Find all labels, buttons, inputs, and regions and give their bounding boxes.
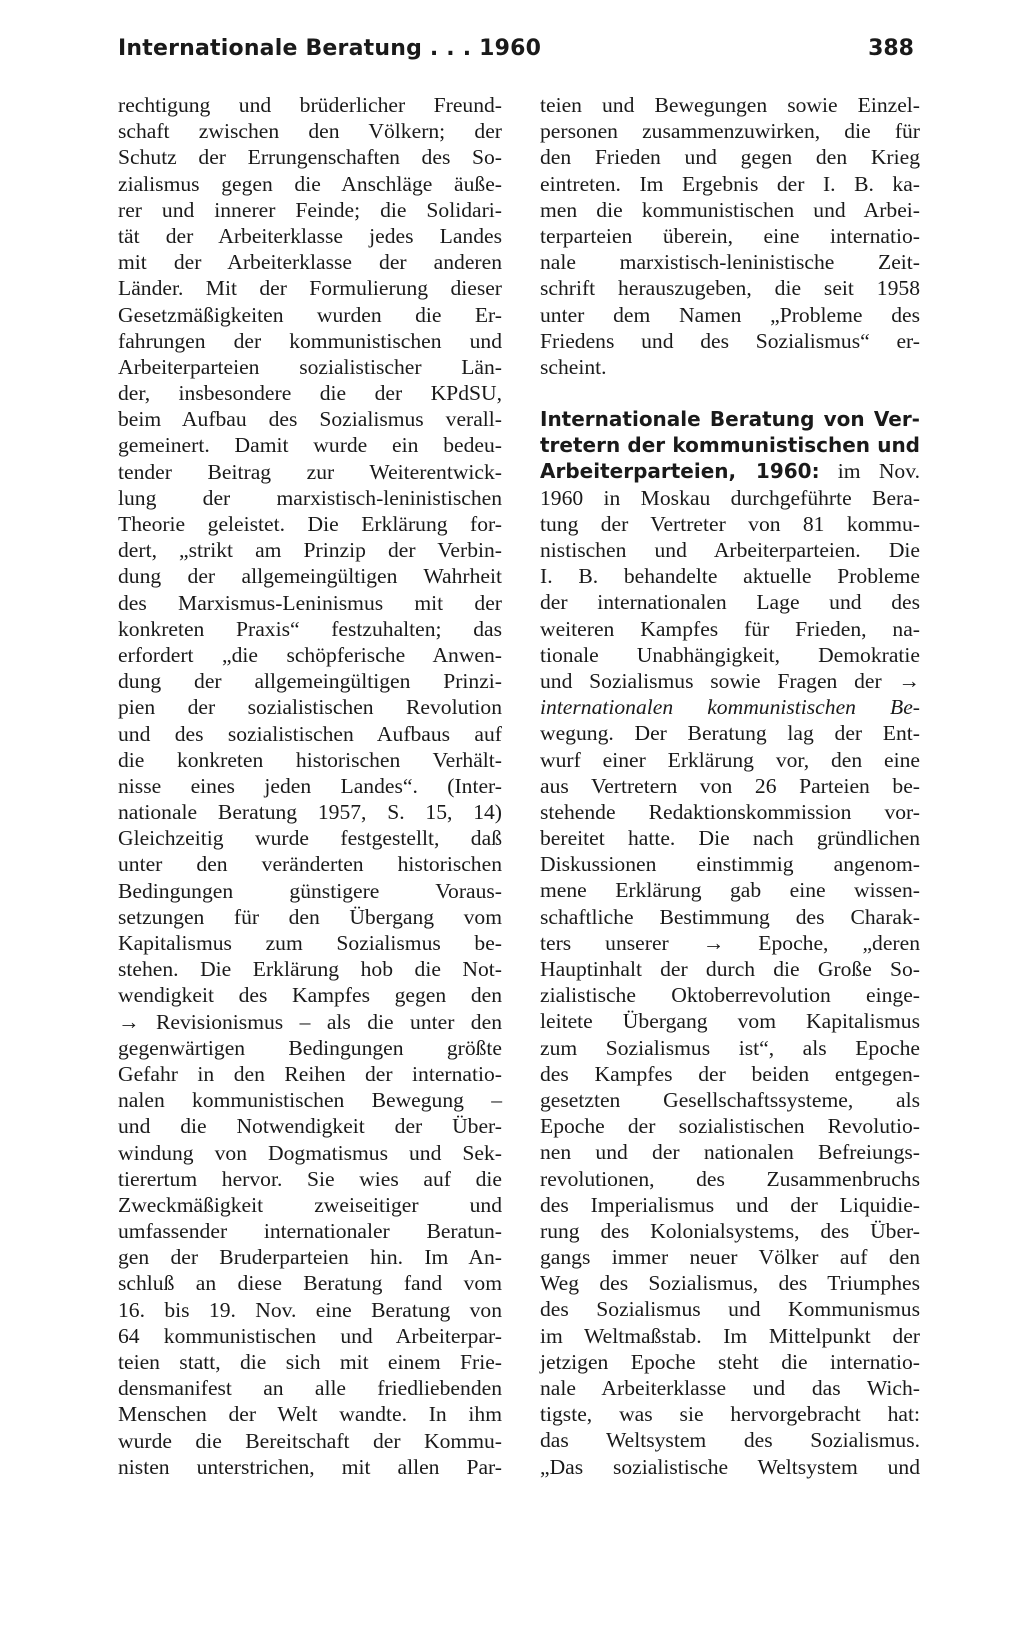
text-line: wendigkeit des Kampfes gegen den bbox=[118, 983, 502, 1008]
entry-heading-continuation: im Nov. bbox=[819, 459, 921, 484]
running-head: Internationale Beratung . . . 1960 bbox=[118, 36, 542, 61]
text-line: Weg des Sozialismus, des Triumphes bbox=[540, 1271, 920, 1296]
text-line: pien der sozialistischen Revolution bbox=[118, 695, 502, 720]
text-line: Hauptinhalt der durch die Große So- bbox=[540, 957, 920, 981]
text-line: wurf einer Erklärung vor, den eine bbox=[540, 747, 920, 772]
text-line: leitete Übergang vom Kapitalismus bbox=[540, 1009, 920, 1034]
text-line: gegenwärtigen Bedingungen größte bbox=[118, 1035, 502, 1060]
text-line: schaft zwischen den Völkern; der bbox=[118, 119, 502, 144]
text-line: schluß an diese Beratung fand vom bbox=[118, 1271, 502, 1296]
text-line: weiteren Kampfes für Frieden, na- bbox=[540, 616, 920, 641]
text-line: des Kampfes der beiden entgegen- bbox=[540, 1061, 920, 1086]
text-line: tung der Vertreter von 81 kommu- bbox=[540, 511, 920, 536]
text-line: gesetzten Gesellschaftssysteme, als bbox=[540, 1087, 920, 1112]
text-line: des Sozialismus und Kommunismus bbox=[540, 1297, 920, 1322]
text-line: wegung. Der Beratung lag der Ent- bbox=[540, 721, 920, 746]
text-line: unter dem Namen „Probleme des bbox=[540, 302, 920, 327]
text-line: stehende Redaktionskommission vor- bbox=[540, 799, 920, 824]
text-line: gangs immer neuer Völker auf den bbox=[540, 1245, 920, 1270]
text-line: und die Notwendigkeit der Über- bbox=[118, 1114, 502, 1139]
text-line: densmanifest an alle friedliebenden bbox=[118, 1376, 502, 1401]
page-number: 388 bbox=[868, 36, 914, 61]
text-line: die konkreten historischen Verhält- bbox=[118, 747, 502, 772]
text-line: Friedens und des Sozialismus“ er- bbox=[540, 328, 920, 353]
text-line-cross-reference: → Revisionismus – als die unter den bbox=[118, 1009, 502, 1034]
text-line: Menschen der Welt wandte. In ihm bbox=[118, 1402, 502, 1427]
text-line: dert, „strikt am Prinzip der Verbin- bbox=[118, 538, 502, 563]
text-line: mit der Arbeiterklasse der anderen bbox=[118, 250, 502, 275]
text-line: lung der marxistisch-leninistischen bbox=[118, 485, 502, 510]
text-line: beim Aufbau des Sozialismus verall- bbox=[118, 407, 502, 432]
text-line: nen und der nationalen Befreiungs- bbox=[540, 1140, 920, 1165]
text-line: rechtigung und brüderlicher Freund- bbox=[118, 93, 502, 117]
text-line: tender Beitrag zur Weiterentwick- bbox=[118, 459, 502, 484]
text-line: fahrungen der kommunistischen und bbox=[118, 328, 502, 353]
text-line: Bedingungen günstigere Voraus- bbox=[118, 878, 502, 903]
text-line: mene Erklärung gab eine wissen- bbox=[540, 878, 920, 903]
text-line-cross-reference: internationalen kommunistischen Be- bbox=[540, 695, 920, 720]
text-line: Epoche der sozialistischen Revolutio- bbox=[540, 1114, 920, 1139]
text-line: dung der allgemeingültigen Prinzi- bbox=[118, 669, 502, 694]
text-line: men die kommunistischen und Arbei- bbox=[540, 197, 920, 222]
entry-heading-text: Arbeiterparteien, 1960: bbox=[540, 459, 820, 484]
text-line: gen der Bruderparteien hin. Im An- bbox=[118, 1245, 502, 1270]
text-line: Theorie geleistet. Die Erklärung for- bbox=[118, 512, 502, 536]
text-line: I. B. behandelte aktuelle Probleme bbox=[540, 564, 920, 589]
text-line: Schutz der Errungenschaften des So- bbox=[118, 145, 502, 170]
text-line: der internationalen Lage und des bbox=[540, 590, 920, 615]
text-line: den Frieden und gegen den Krieg bbox=[540, 145, 920, 170]
text-line: im Weltmaßstab. Im Mittelpunkt der bbox=[540, 1323, 920, 1348]
text-line: 1960 in Moskau durchgeführte Bera- bbox=[540, 485, 920, 510]
text-line: Zweckmäßigkeit zweiseitiger und bbox=[118, 1192, 502, 1217]
entry-heading-line bbox=[540, 458, 920, 484]
text-line: 64 kommunistischen und Arbeiterpar- bbox=[118, 1323, 502, 1348]
text-line: nisten unterstrichen, mit allen Par- bbox=[118, 1454, 502, 1479]
text-line: revolutionen, des Zusammenbruchs bbox=[540, 1166, 920, 1191]
text-line: nisse eines jeden Landes“. (Inter- bbox=[118, 773, 502, 798]
text-line: dung der allgemeingültigen Wahrheit bbox=[118, 564, 502, 589]
text-line: gemeinert. Damit wurde ein bedeu- bbox=[118, 433, 502, 458]
text-line: Gleichzeitig wurde festgestellt, daß bbox=[118, 826, 502, 851]
text-line: scheint. bbox=[540, 354, 607, 379]
text-line: der, insbesondere die der KPdSU, bbox=[118, 381, 502, 406]
text-line: Länder. Mit der Formulierung dieser bbox=[118, 276, 502, 301]
text-line: tionale Unabhängigkeit, Demokratie bbox=[540, 642, 920, 667]
text-line: tät der Arbeiterklasse jedes Landes bbox=[118, 223, 502, 248]
text-line: das Weltsystem des Sozialismus. bbox=[540, 1428, 920, 1453]
text-line: Arbeiterparteien sozialistischer Län- bbox=[118, 354, 502, 379]
text-line: des Marxismus-Leninismus mit der bbox=[118, 590, 502, 615]
text-line: „Das sozialistische Weltsystem und bbox=[540, 1454, 920, 1479]
text-line: setzungen für den Übergang vom bbox=[118, 904, 502, 929]
text-line: nationale Beratung 1957, S. 15, 14) bbox=[118, 800, 502, 825]
text-line: 16. bis 19. Nov. eine Beratung von bbox=[118, 1297, 502, 1322]
text-line: nistischen und Arbeiterparteien. Die bbox=[540, 538, 920, 562]
text-line: rer und innerer Feinde; die Solidari- bbox=[118, 197, 502, 222]
text-line: umfassender internationaler Beratun- bbox=[118, 1219, 502, 1244]
right-column bbox=[540, 92, 920, 1480]
text-line: erfordert „die schöpferische Anwen- bbox=[118, 642, 502, 667]
text-line: Diskussionen einstimmig angenom- bbox=[540, 852, 920, 877]
text-line: tierertum hervor. Sie wies auf die bbox=[118, 1166, 502, 1191]
entry-heading-line: tretern der kommunistischen und bbox=[540, 433, 920, 458]
text-line: unter den veränderten historischen bbox=[118, 852, 502, 877]
text-line: tigste, was sie hervorgebracht hat: bbox=[540, 1402, 920, 1427]
text-line: jetzigen Epoche steht die internatio- bbox=[540, 1349, 920, 1374]
text-line: stehen. Die Erklärung hob die Not- bbox=[118, 957, 502, 982]
text-line: windung von Dogmatismus und Sek- bbox=[118, 1140, 502, 1165]
text-line: des Imperialismus und der Liquidie- bbox=[540, 1192, 920, 1217]
entry-heading-line: Internationale Beratung von Ver- bbox=[540, 407, 920, 432]
text-line: konkreten Praxis“ festzuhalten; das bbox=[118, 616, 502, 641]
text-line: Gefahr in den Reihen der internatio- bbox=[118, 1061, 502, 1086]
text-line: Gesetzmäßigkeiten wurden die Er- bbox=[118, 302, 502, 327]
text-line: zialismus gegen die Anschläge äuße- bbox=[118, 171, 502, 196]
text-line: teien und Bewegungen sowie Einzel- bbox=[540, 93, 920, 117]
text-line: terparteien überein, eine internatio- bbox=[540, 223, 920, 248]
text-line: zialistische Oktoberrevolution einge- bbox=[540, 983, 920, 1008]
text-line: Kapitalismus zum Sozialismus be- bbox=[118, 931, 502, 955]
left-column bbox=[118, 92, 502, 1480]
text-line: nale marxistisch-leninistische Zeit- bbox=[540, 250, 920, 275]
text-line: personen zusammenzuwirken, die für bbox=[540, 119, 920, 144]
text-line: aus Vertretern von 26 Parteien be- bbox=[540, 773, 920, 798]
text-line: eintreten. Im Ergebnis der I. B. ka- bbox=[540, 171, 920, 196]
text-line: bereitet hatte. Die nach gründlichen bbox=[540, 826, 920, 851]
text-line: und des sozialistischen Aufbaus auf bbox=[118, 721, 502, 746]
text-line: nalen kommunistischen Bewegung – bbox=[118, 1088, 502, 1113]
text-line: rung des Kolonialsystems, des Über- bbox=[540, 1218, 920, 1243]
text-line: nale Arbeiterklasse und das Wich- bbox=[540, 1376, 920, 1400]
text-line: und Sozialismus sowie Fragen der → bbox=[540, 668, 920, 693]
text-line: zum Sozialismus ist“, als Epoche bbox=[540, 1035, 920, 1060]
text-line: wurde die Bereitschaft der Kommu- bbox=[118, 1428, 502, 1453]
text-line: teien statt, die sich mit einem Frie- bbox=[118, 1350, 502, 1374]
text-line: ters unserer → Epoche, „deren bbox=[540, 930, 920, 955]
text-line: schaftliche Bestimmung des Charak- bbox=[540, 904, 920, 929]
text-line: schrift herauszugeben, die seit 1958 bbox=[540, 276, 920, 301]
entry-spacing bbox=[540, 380, 920, 406]
